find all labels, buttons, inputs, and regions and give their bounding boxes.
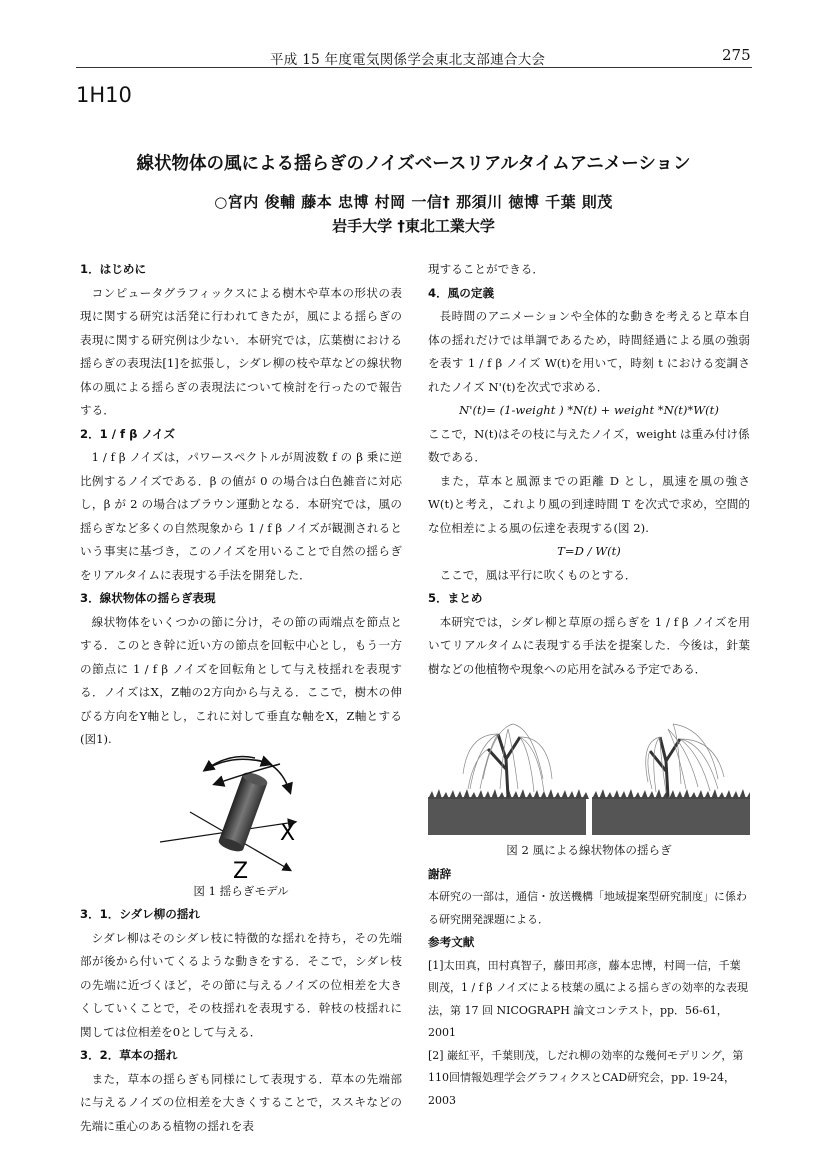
grass-paragraph: また，草本の揺らぎも同様にして表現する．草本の先端部に与えるノイズの位相差を大きくすることで，ススキなどの先端に重心のある植物の揺れを表 [80,1071,402,1133]
acknowledgments-heading: 謝辞 [428,866,452,881]
reference-2: [2] 巌紅平，千葉則茂，しだれ柳の効率的な幾何モデリング，第110回情報処理学会グラフィクスとCAD研究会，pp. 19-24，2003 [428,1048,744,1107]
x-axis-label: X [280,820,296,846]
header-rule [76,67,752,68]
section-heading-grass: 3．2．草本の揺れ [80,1048,178,1062]
equation-1: N'(t)= (1-weight ) *N(t) + weight *N(t)*W(t) [459,403,719,417]
page-number: 275 [722,46,751,64]
sway-model-diagram [80,752,402,880]
affiliation: 岩手大学 †東北工業大学 [332,217,495,235]
authors: ○宮内 俊輔 藤本 忠博 村岡 一信† 那須川 徳博 千葉 則茂 [214,193,613,211]
willow-render-images [428,689,750,839]
wind-paragraph: 長時間のアニメーションや全体的な動きを考えると草本自体の揺れだけでは単調であるため，時間経過による風の強弱を表す 1 / f β ノイズ W(t)を用いて，時刻 t における変調されたノイズ N'(t)を次式で求める． [428,309,750,394]
acknowledgments-text: 本研究の一部は，通信・放送機構「地域提案型研究制度」に係わる研究開発課題による． [428,890,747,926]
section-heading-willow: 3．1．シダレ柳の揺れ [80,907,201,921]
noise-paragraph: 1 / f β ノイズは，パワースペクトルが周波数 f の β 乗に逆比例するノイズである．β の値が 0 の場合は白色雑音に対応し，β が 2 の場合はブラウン運動となる．本研究では，風の揺らぎなど多くの自然現象から 1 / f β ノイズが観測されるという事実に基づき，このノイズを用いることで自然の揺らぎをリアルタイムに表現する手法を開発した． [80,450,402,582]
paper-title: 線状物体の風による揺らぎのノイズベースリアルタイムアニメーション [136,154,691,174]
section-heading-intro: 1．はじめに [80,262,147,276]
z-axis-label: Z [233,858,249,880]
section-heading-noise: 2．1 / f β ノイズ [80,426,176,441]
figure-2-caption: 図 2 風による線状物体の揺らぎ [506,843,672,857]
wind-paragraph-3: また，草本と風源までの距離 D とし，風速を風の強さ W(t)と考え，これより風の到達時間 T を次式で求め，空間的な位相差による風の伝達を表現する(図 2). [428,473,750,535]
figure-1-caption: 図 1 揺らぎモデル [193,883,289,898]
section-heading-representation: 3．線状物体の揺らぎ表現 [80,591,216,605]
equation-2: T=D / W(t) [557,544,621,558]
wind-paragraph-2: ここで，N(t)はその枝に与えたノイズ，weight は重み付け係数である． [428,426,750,464]
paper-id: 1H10 [76,83,132,107]
wind-paragraph-4: ここで，風は平行に吹くものとする． [439,567,637,582]
references-heading: 参考文献 [428,935,475,949]
willow-image-windy [592,689,750,839]
intro-paragraph: コンピュータグラフィックスによる樹木や草本の形状の表現に関する研究は活発に行われてきたが，風による揺らぎの表現に関する研究例は少ない．本研究では，広葉樹における揺らぎの表現法[1]を拡張し，シダレ柳の枝や草などの線状物体の風による揺らぎの表現法について検討を行ったので報告する． [80,285,402,417]
willow-image-calm [428,689,589,839]
figure-2 [428,689,750,839]
section-heading-summary: 5．まとめ [428,591,483,605]
left-column [80,258,402,1138]
summary-paragraph: 本研究では，シダレ柳と草原の揺らぎを 1 / f β ノイズを用いてリアルタイムに表現する手法を提案した．今後は，針葉樹などの他植物や現象への応用を試みる予定である． [428,614,750,676]
right-column [428,258,750,1112]
willow-paragraph: シダレ柳はそのシダレ枝に特徴的な揺れを持ち，その先端部が後から付いてくるような動きをする．そこで，シダレ枝の先端に近づくほど，その節に与えるノイズの位相差を大きくしていくことで，その枝揺れを表現する．幹枝の枝揺れに関しては位相差を0として与える． [80,930,402,1039]
representation-paragraph: 線状物体をいくつかの節に分け，その節の両端点を節点とする．このとき幹に近い方の節点を回転中心とし，もう一方の節点に 1 / f β ノイズを回転角として与え枝揺れを表現する．ノイズはX，Z軸の2方向から与える．ここで，樹木の伸びる方向をY軸とし，これに対して垂直な軸をX，Z軸とする(図1). [80,614,402,746]
section-heading-wind: 4．風の定義 [428,285,495,300]
figure-1 [80,752,402,880]
running-header: 平成 15 年度電気関係学会東北支部連合大会 [270,52,546,68]
continued-text: 現することができる． [428,262,544,276]
reference-1: [1]太田真，田村真智子，藤田邦彦，藤本忠博，村岡一信，千葉則茂，1 / f β ノイズによる枝葉の風による揺らぎの効率的な表現法，第 17 回 NICOGRAPH 論文コンテスト，pp．56-61，2001 [428,958,749,1039]
